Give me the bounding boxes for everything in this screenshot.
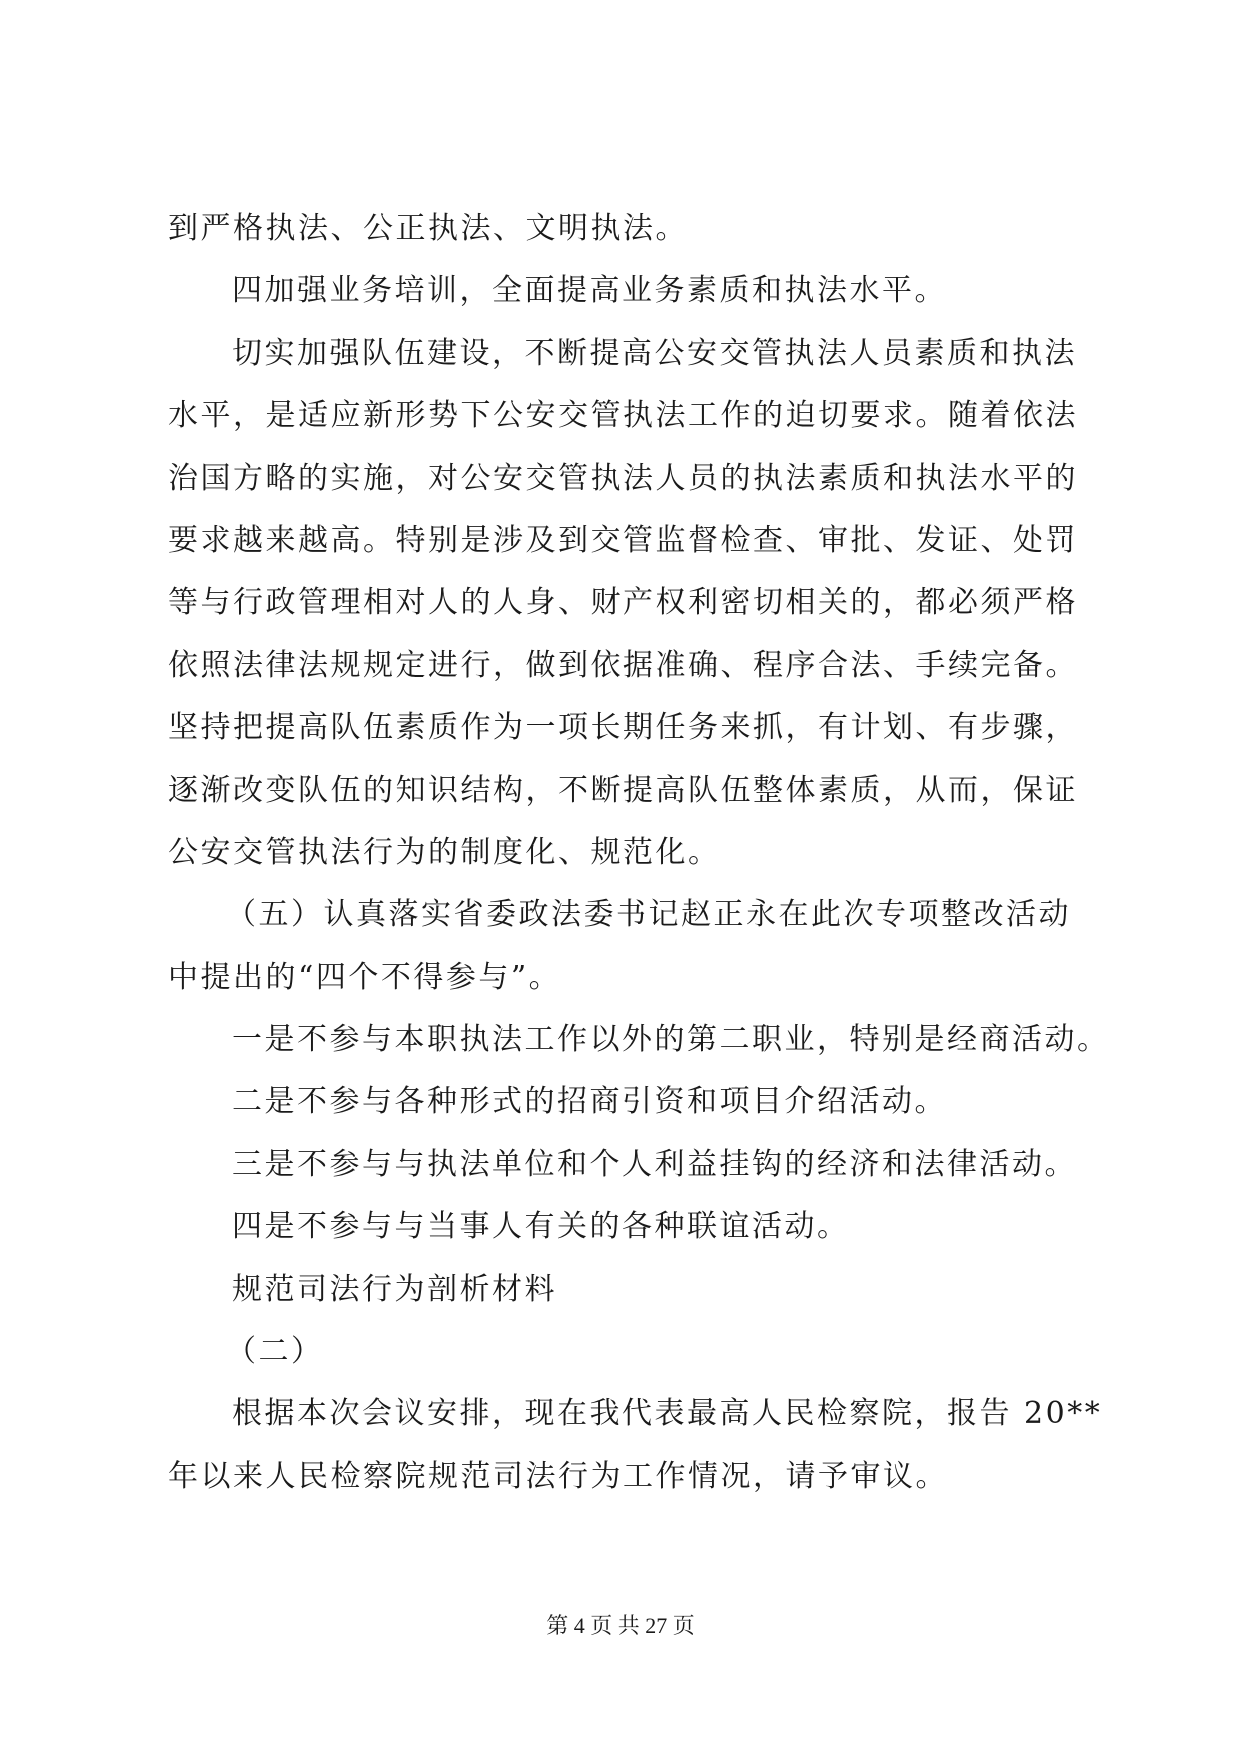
paragraph-line: 治国方略的实施，对公安交管执法人员的执法素质和执法水平的 [168, 460, 1078, 496]
document-subtitle: 规范司法行为剖析材料 [232, 1271, 557, 1307]
section-heading-five: （五）认真落实省委政法委书记赵正永在此次专项整改活动 [226, 897, 1071, 933]
list-item: 三是不参与与执法单位和个人利益挂钩的经济和法律活动。 [232, 1146, 1077, 1182]
paragraph-line: 根据本次会议安排，现在我代表最高人民检察院，报告 20** [232, 1396, 1103, 1432]
paragraph-line: 坚持把提高队伍素质作为一项长期任务来抓，有计划、有步骤， [168, 710, 1078, 746]
page-number-footer: 第 4 页 共 27 页 [546, 1613, 695, 1638]
paragraph-line: 公安交管执法行为的制度化、规范化。 [168, 834, 721, 870]
paragraph-line: 要求越来越高。特别是涉及到交管监督检查、审批、发证、处罚 [168, 522, 1078, 558]
paragraph-line: 逐渐改变队伍的知识结构，不断提高队伍整体素质，从而，保证 [168, 772, 1078, 808]
paragraph-line: 依照法律法规规定进行，做到依据准确、程序合法、手续完备。 [168, 647, 1078, 683]
paragraph-line: 中提出的“四个不得参与”。 [168, 959, 562, 995]
document-body [168, 198, 1110, 1508]
paragraph-line: 切实加强队伍建设，不断提高公安交管执法人员素质和执法 [232, 335, 1077, 371]
list-item: 二是不参与各种形式的招商引资和项目介绍活动。 [232, 1084, 947, 1120]
text-line: 到严格执法、公正执法、文明执法。 [168, 211, 688, 246]
list-item: 四是不参与与当事人有关的各种联谊活动。 [232, 1209, 850, 1245]
section-heading-four: 四加强业务培训，全面提高业务素质和执法水平。 [232, 273, 947, 309]
list-item: 一是不参与本职执法工作以外的第二职业，特别是经商活动。 [232, 1022, 1110, 1058]
paragraph-line: 水平，是适应新形势下公安交管执法工作的迫切要求。随着依法 [168, 398, 1078, 434]
paragraph-line: 年以来人民检察院规范司法行为工作情况，请予审议。 [168, 1458, 948, 1494]
document-subtitle-number: （二） [226, 1334, 324, 1370]
paragraph-line: 等与行政管理相对人的人身、财产权利密切相关的，都必须严格 [168, 585, 1078, 621]
